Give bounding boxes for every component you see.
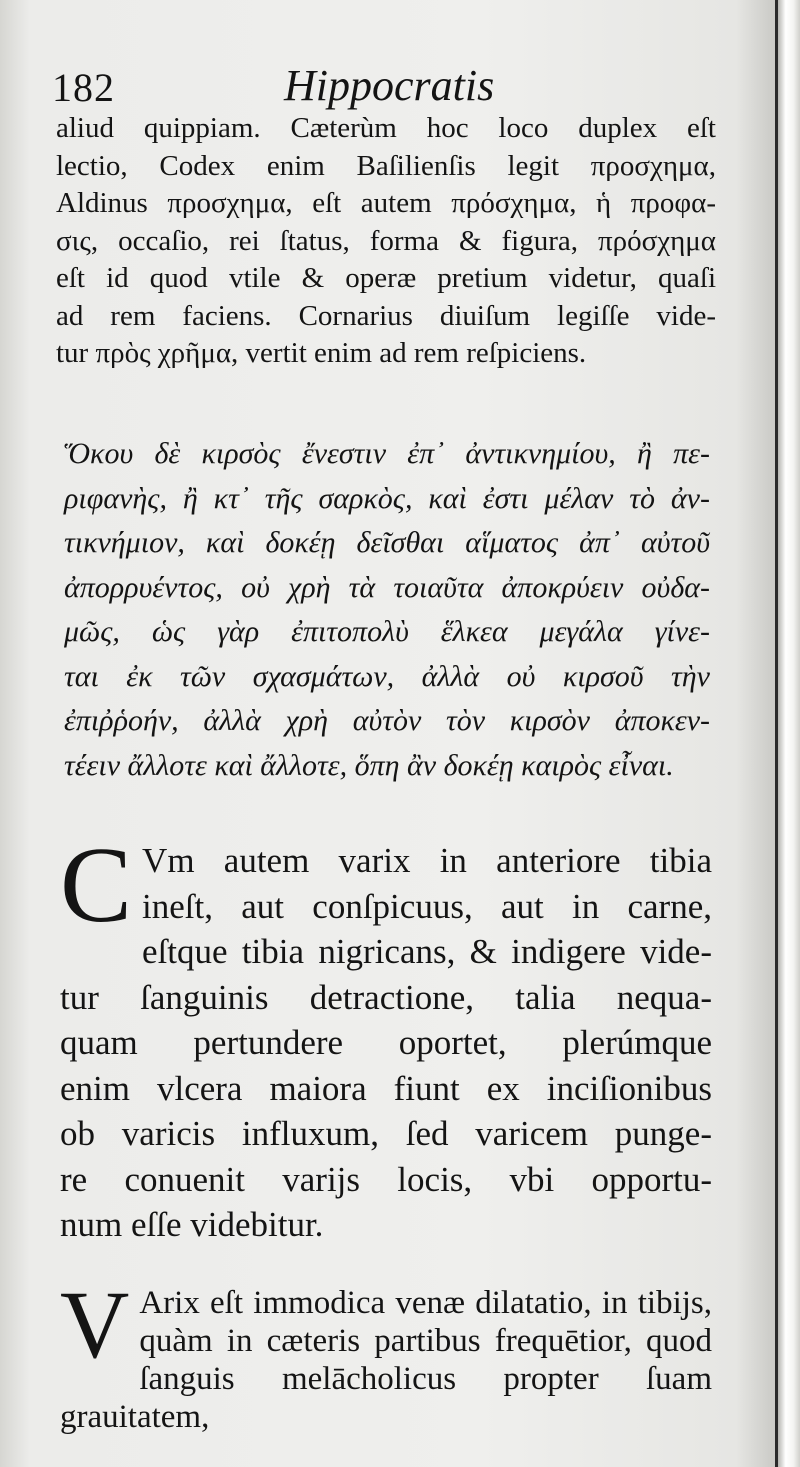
paragraph-line: ineſt, aut conſpicuus, aut in carne, (142, 886, 712, 926)
greek-line: ἐπιῤῥοήν, ἀλλὰ χρὴ αὐτὸν τὸν κιρσὸν ἀποκεν- (64, 704, 710, 737)
paragraph-line: ſanguis melācholicus propter ſuam grauitatem, (60, 1361, 712, 1435)
greek-line: ἀπορρυέντος, οὐ χρὴ τὰ τοιαῦτα ἀποκρύειν οὐδα- (64, 570, 710, 604)
commentary-line: lectio, Codex enim Baſilienſis legit προσχημα, (56, 149, 716, 182)
greek-line: τικνήμιον, καὶ δοκέῃ δεῖσθαι αἵματος ἀπ᾽ αὐτοῦ (64, 526, 710, 559)
paragraph-line: tur ſanguinis detractione, talia nequa- (60, 977, 712, 1017)
page-number: 182 (52, 65, 115, 110)
paragraph-line: enim vlcera maiora fiunt ex inciſionibus (60, 1068, 712, 1108)
greek-line: μῶς, ὡς γὰρ ἐπιτοπολὺ ἕλκεα μεγάλα γίνε- (64, 615, 710, 648)
drop-cap: C (60, 826, 133, 945)
commentary-line: aliud quippiam. Cæterùm hoc loco duplex eſt (56, 112, 716, 144)
paragraph-line: num eſſe videbitur. (60, 1205, 324, 1244)
drop-cap: V (60, 1271, 130, 1378)
latin-commentary (56, 110, 716, 373)
greek-line: Ὅκου δὲ κιρσὸς ἔνεστιν ἐπ᾽ ἀντικνημίου, ἢ πε- (64, 437, 710, 470)
greek-text (64, 432, 710, 788)
paragraph-line: quam pertundere oportet, plerúmque (60, 1023, 712, 1062)
paragraph-line: re conuenit varijs locis, vbi opportu- (60, 1159, 712, 1199)
paragraph-line: ob varicis influxum, ſed varicem punge- (60, 1114, 712, 1153)
paragraph-line: eſtque tibia nigricans, & indigere vide- (142, 932, 712, 971)
commentary-line: σις, occaſio, rei ſtatus, forma & figura, πρόσχημα (56, 224, 716, 257)
commentary-line: tur πρὸς χρῆμα, vertit enim ad rem reſpiciens. (56, 337, 587, 369)
greek-line: ριφανὴς, ἢ κτ᾽ τῆς σαρκὸς, καὶ ἐστι μέλαν τὸ ἀν- (64, 481, 710, 515)
page-edge (778, 0, 800, 1467)
commentary-line: ad rem faciens. Cornarius diuiſum legiſſe vide- (56, 299, 716, 332)
greek-line: ται ἐκ τῶν σχασμάτων, ἀλλὰ οὐ κιρσοῦ τὴν (64, 659, 710, 693)
paragraph-line: Arix eſt immodica venæ dilatatio, in tibijs, (139, 1285, 712, 1321)
running-head (52, 60, 712, 110)
commentary-line: Aldinus προσχημα, eſt autem πρόσχημα, ἡ προφα- (56, 187, 716, 219)
running-title: Hippocratis (284, 61, 495, 110)
latin-translation-paragraph (60, 826, 712, 1248)
paragraph-line: quàm in cæteris partibus frequētior, quod (139, 1323, 712, 1359)
greek-line: τέειν ἄλλοτε καὶ ἄλλοτε, ὅπη ἂν δοκέῃ καιρὸς εἶναι. (64, 748, 674, 782)
varix-commentary-paragraph (60, 1271, 712, 1436)
commentary-line: eſt id quod vtile & operæ pretium videtur, quaſi (56, 262, 716, 294)
paragraph-line: Vm autem varix in anteriore tibia (142, 841, 712, 880)
